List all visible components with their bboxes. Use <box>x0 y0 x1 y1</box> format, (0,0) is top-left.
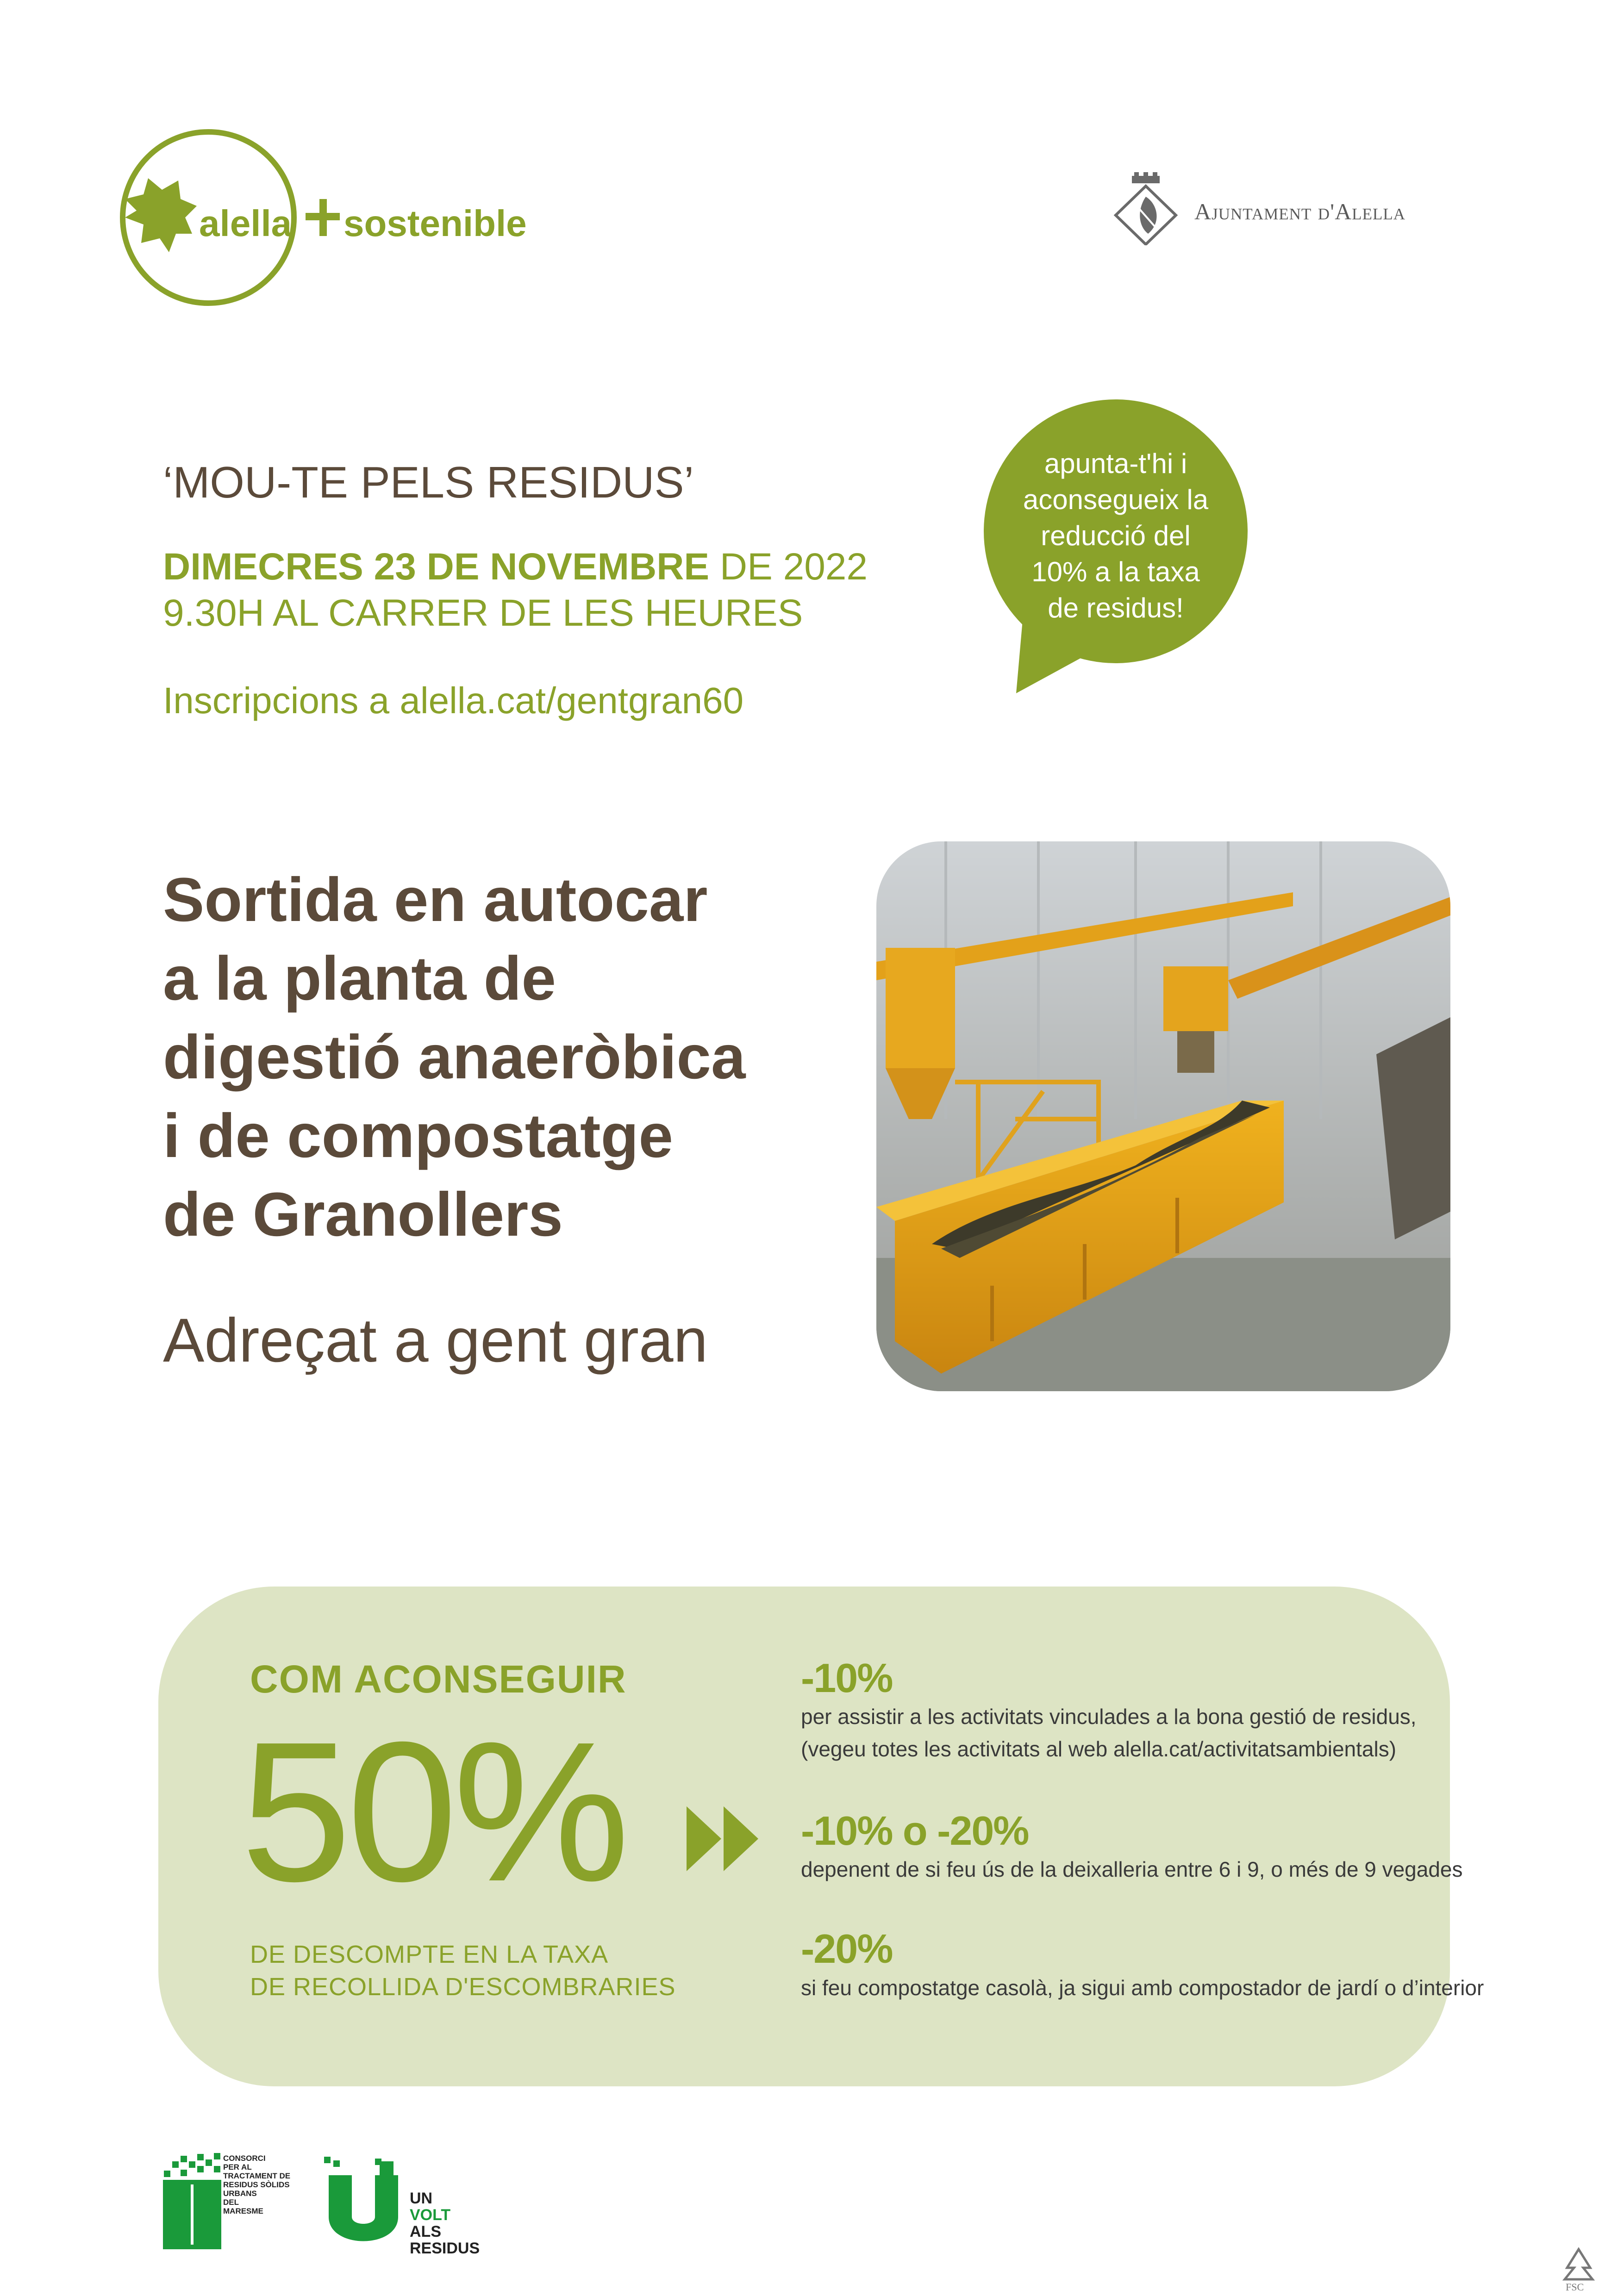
unvolt-line: ALS <box>410 2223 441 2240</box>
coat-of-arms-icon <box>1111 171 1181 245</box>
event-date-bold: DIMECRES 23 DE NOVEMBRE <box>163 546 710 588</box>
headline-line: i de compostatge <box>163 1101 673 1170</box>
double-chevron-right-icon <box>684 1799 763 1878</box>
discount-heading: COM ACONSEGUIR <box>250 1657 627 1701</box>
unvolt-line: VOLT <box>410 2206 451 2224</box>
brand-sostenible: sostenible <box>344 203 527 244</box>
brand-alella: alella <box>199 203 292 244</box>
unvolt-line: RESIDUS <box>410 2240 480 2257</box>
tier-1-percent: -10% <box>801 1655 893 1701</box>
consorci-line: DEL <box>223 2198 239 2207</box>
consorci-line: PER AL <box>223 2163 252 2172</box>
bubble-line: de residus! <box>1048 592 1184 623</box>
discount-big-value: 50% <box>241 1701 625 1923</box>
consorci-line: URBANS <box>223 2189 257 2198</box>
bubble-line: reducció del <box>1041 520 1191 551</box>
tier-3-text: si feu compostatge casolà, ja sigui amb compostador de jardí o d’interior <box>801 1976 1484 2000</box>
ajuntament-logo <box>1111 171 1463 245</box>
headline-line: digestió anaeròbica <box>163 1023 746 1092</box>
consorci-line: TRACTAMENT DE <box>223 2172 291 2180</box>
tier-2-text: depenent de si feu ús de la deixalleria entre 6 i 9, o més de 9 vegades <box>801 1857 1463 1881</box>
unvolt-line: UN <box>410 2190 433 2207</box>
consorci-line: MARESME <box>223 2207 263 2215</box>
tree-icon <box>1555 2247 1602 2284</box>
consorci-line: CONSORCI <box>223 2154 266 2163</box>
tier-1-text: (vegeu totes les activitats al web alella.cat/activitatsambientals) <box>801 1737 1397 1761</box>
audience-subtitle: Adreçat a gent gran <box>163 1306 708 1375</box>
alella-sostenible-logo <box>116 125 569 310</box>
vine-leaf-icon <box>125 178 197 252</box>
discount-description: DE DESCOMPTE EN LA TAXA <box>250 1941 609 1968</box>
fsc-label: FSC <box>1566 2281 1584 2293</box>
un-volt-als-residus-logo <box>324 2157 481 2257</box>
inscriptions-link[interactable]: Inscripcions a alella.cat/gentgran60 <box>163 680 744 721</box>
consorci-logo <box>163 2152 311 2249</box>
event-date-year: DE 2022 <box>709 546 868 588</box>
bubble-line: apunta-t'hi i <box>1044 448 1187 479</box>
headline <box>163 861 867 1254</box>
ajuntament-name: Ajuntament d'Alella <box>1194 199 1405 224</box>
tier-1-text: per assistir a les activitats vinculades a la bona gestió de residus, <box>801 1705 1417 1729</box>
composting-plant-photo <box>876 841 1450 1391</box>
event-date <box>163 545 868 589</box>
consorci-line: RESIDUS SÒLIDS <box>223 2180 290 2189</box>
tier-3-percent: -20% <box>801 1926 893 1972</box>
fsc-logo <box>1555 2247 1602 2293</box>
headline-line: a la planta de <box>163 944 556 1013</box>
headline-line: Sortida en autocar <box>163 865 708 934</box>
discount-description: DE RECOLLIDA D'ESCOMBRARIES <box>250 1973 676 2001</box>
event-title: ‘MOU-TE PELS RESIDUS’ <box>163 458 694 507</box>
tier-2-percent: -10% o -20% <box>801 1808 1029 1854</box>
bubble-line: 10% a la taxa <box>1031 556 1200 587</box>
event-time-place: 9.30H AL CARRER DE LES HEURES <box>163 592 803 634</box>
speech-bubble <box>972 392 1259 707</box>
headline-line: de Granollers <box>163 1180 563 1249</box>
bubble-line: aconsegueix la <box>1023 484 1209 515</box>
